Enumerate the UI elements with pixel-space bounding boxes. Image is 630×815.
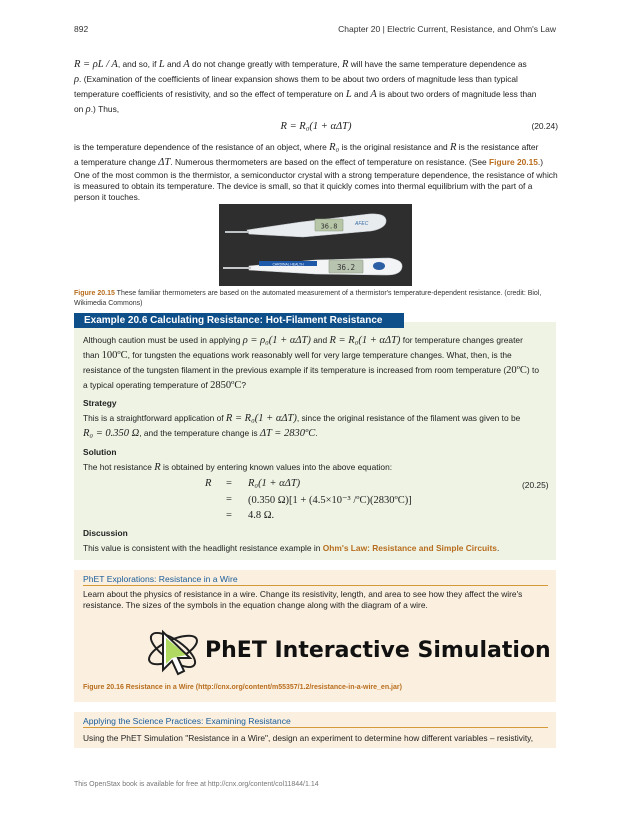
text-run: This is a straightforward application of bbox=[83, 413, 226, 423]
header-separator: | bbox=[380, 24, 388, 34]
solution-section bbox=[83, 445, 549, 475]
math-inline: R bbox=[341, 59, 349, 70]
caption-text: These familiar thermometers are based on the automated measurement of a thermistor's temperature-dependent resistance. (credit: Biol, Wikimedia Commons) bbox=[74, 290, 542, 307]
figure-20-16-caption: Figure 20.16 Resistance in a Wire (http://cnx.org/content/m55357/1.2/resistance-in-a-wire_en.jar) bbox=[83, 684, 402, 691]
math-inline: L bbox=[158, 59, 165, 70]
after-line-2 bbox=[74, 155, 558, 170]
after-rest: One of the most common is the thermistor, a semiconductor crystal with a strong temperature dependence, the resistance of which is measured to obtain its temperature. The device is small, so that it quickly comes into thermal equilibrium with the part of a person it touches. bbox=[74, 170, 558, 202]
math-inline: R bbox=[450, 142, 457, 153]
text-run: . bbox=[496, 543, 500, 553]
solution-heading: Solution bbox=[83, 447, 117, 457]
practices-text: Using the PhET Simulation "Resistance in a Wire", design an experiment to determine how different variables – resistivity, bbox=[83, 733, 534, 743]
math-inline: A bbox=[370, 89, 377, 100]
example-line-4 bbox=[83, 378, 549, 393]
discussion-line bbox=[83, 541, 549, 556]
text-run: , for tungsten the equations work reasonably well for very large temperature changes. What, then, is the bbox=[127, 350, 512, 360]
text-run: than bbox=[83, 350, 102, 360]
math-inline: 2850ºC bbox=[210, 380, 242, 391]
figure-label: Figure 20.15 bbox=[74, 290, 115, 297]
phet-divider bbox=[83, 585, 548, 586]
math-inline: R = R₀(1 + αΔT) bbox=[225, 413, 297, 424]
text-run: and bbox=[164, 59, 184, 69]
page-footer: This OpenStax book is available for free at http://cnx.org/content/col11844/1.14 bbox=[74, 781, 319, 788]
math-inline: ρ bbox=[85, 104, 91, 115]
intro-line-3 bbox=[74, 87, 558, 102]
math-inline: R bbox=[154, 462, 161, 473]
math-inline: ρ = ρ₀(1 + αΔT) bbox=[242, 335, 311, 346]
text-run: a typical operating temperature of bbox=[83, 380, 211, 390]
text-run: is obtained by entering known values into the above equation: bbox=[160, 462, 393, 472]
text-run: a temperature change bbox=[74, 157, 159, 167]
top-brand: AFEC bbox=[355, 221, 369, 227]
example-problem bbox=[83, 333, 549, 393]
phet-logo bbox=[143, 618, 551, 680]
equation-expression bbox=[74, 120, 558, 132]
math-inline: L bbox=[345, 89, 352, 100]
page-number: 892 bbox=[74, 24, 89, 34]
phet-description: Learn about the physics of resistance in a wire. Change its resistivity, length, and area to see how they affect the wire's resistance. The sizes of the symbols in the equation change along with the diagram of a wire. bbox=[83, 589, 523, 610]
after-line-1 bbox=[74, 140, 558, 155]
cursor-arrow-icon bbox=[145, 627, 201, 674]
example-title: Example 20.6 Calculating Resistance: Hot-Filament Resistance bbox=[74, 313, 404, 328]
align-lhs: R bbox=[205, 478, 212, 489]
math-inline: 100ºC bbox=[101, 350, 128, 361]
text-run: , and the temperature change is bbox=[139, 428, 260, 438]
running-header bbox=[338, 24, 556, 34]
ohms-law-link[interactable]: Ohm's Law: Resistance and Simple Circuits bbox=[322, 543, 497, 553]
text-run: ? bbox=[241, 380, 247, 390]
text-run: on bbox=[74, 104, 86, 114]
intro-line-4 bbox=[74, 102, 558, 117]
example-line-1 bbox=[83, 333, 549, 348]
text-run: is the original resistance and bbox=[339, 142, 451, 152]
math-inline: R = ρL / A bbox=[74, 59, 118, 70]
strategy-line-2 bbox=[83, 426, 549, 441]
chapter-title: Electric Current, Resistance, and Ohm's Law bbox=[387, 24, 556, 34]
intro-paragraph bbox=[74, 57, 558, 117]
math-inline: 20ºC bbox=[506, 365, 527, 376]
discussion-section bbox=[83, 526, 549, 556]
example-line-2 bbox=[83, 348, 549, 363]
text-run: . (Examination of the coefficients of linear expansion shows them to be about two orders of magnitude less than typical bbox=[79, 74, 518, 84]
text-run: is about two orders of magnitude less than bbox=[376, 89, 537, 99]
text-run: .) bbox=[537, 157, 544, 167]
math-inline: R = R₀(1 + αΔT) bbox=[329, 335, 401, 346]
text-run: is the temperature dependence of the resistance of an object, where bbox=[74, 142, 330, 152]
text-run: will have the same temperature dependence as bbox=[348, 59, 527, 69]
math-inline: R₀ = 0.350 Ω bbox=[83, 428, 140, 439]
align-rhs-1: R₀(1 + αΔT) bbox=[248, 478, 301, 489]
intro-line-1 bbox=[74, 57, 558, 72]
text-run: and bbox=[351, 89, 371, 99]
practices-title: Applying the Science Practices: Examining Resistance bbox=[83, 716, 291, 726]
strategy-section bbox=[83, 396, 549, 441]
equation-number: (20.25) bbox=[522, 480, 549, 490]
practices-divider bbox=[83, 727, 548, 728]
chapter-label: Chapter 20 bbox=[338, 24, 381, 34]
text-run: , and so, if bbox=[117, 59, 159, 69]
text-run: temperature coefficients of resistivity, and so the effect of temperature on bbox=[74, 89, 346, 99]
strategy-heading: Strategy bbox=[83, 398, 117, 408]
intro-line-2 bbox=[74, 72, 558, 87]
text-run: Although caution must be used in applying bbox=[83, 335, 243, 345]
align-equals-3: = bbox=[226, 510, 232, 521]
thermometers-illustration bbox=[219, 204, 412, 286]
phet-logo-button[interactable] bbox=[143, 618, 551, 680]
thermometers-photo bbox=[219, 204, 412, 286]
text-run: is the resistance after bbox=[456, 142, 539, 152]
text-run: ) to bbox=[526, 365, 540, 375]
align-rhs-2: (0.350 Ω)[1 + (4.5×10⁻³ /ºC)(2830ºC)] bbox=[248, 495, 412, 506]
align-rhs-3: 4.8 Ω. bbox=[248, 510, 275, 521]
text-run: and bbox=[310, 335, 330, 345]
text-run: This value is consistent with the headlight resistance example in bbox=[83, 543, 323, 553]
align-equals-2: = bbox=[226, 494, 232, 505]
equation-number: (20.24) bbox=[531, 121, 558, 131]
math-inline: R₀ bbox=[329, 142, 340, 153]
text-run: for temperature changes greater bbox=[400, 335, 523, 345]
bottom-brand: CARDINAL HEALTH bbox=[272, 262, 304, 267]
text-run: , since the original resistance of the filament was given to be bbox=[296, 413, 521, 423]
math-display: R = R₀(1 + αΔT) bbox=[280, 121, 352, 132]
math-inline: ΔT bbox=[158, 157, 171, 168]
discussion-heading: Discussion bbox=[83, 528, 128, 538]
figure-20-15-link[interactable]: Figure 20.15 bbox=[489, 157, 538, 167]
text-run: .) Thus, bbox=[90, 104, 120, 114]
bottom-display: 36.2 bbox=[336, 263, 356, 272]
solution-line bbox=[83, 460, 549, 475]
math-inline: ΔT = 2830ºC bbox=[259, 428, 316, 439]
text-run: . bbox=[315, 428, 318, 438]
figure-20-15-caption bbox=[74, 289, 558, 309]
align-equals-1: = bbox=[226, 478, 232, 489]
text-run: . Numerous thermometers are based on the effect of temperature on resistance. (See bbox=[170, 157, 490, 167]
top-display: 36.8 bbox=[320, 222, 338, 231]
phet-title: PhET Explorations: Resistance in a Wire bbox=[83, 574, 238, 584]
phet-logo-text: PhET Interactive Simulation bbox=[205, 638, 551, 663]
text-run: resistance of the tungsten filament in the previous example if its temperature is increased from room temperature ( bbox=[83, 365, 507, 375]
text-run: do not change greatly with temperature, bbox=[189, 59, 342, 69]
example-line-3 bbox=[83, 363, 549, 378]
math-inline: A bbox=[183, 59, 190, 70]
equation-20-24 bbox=[74, 120, 558, 136]
math-inline: ρ bbox=[74, 74, 80, 85]
text-run: The hot resistance bbox=[83, 462, 155, 472]
strategy-line-1 bbox=[83, 411, 549, 426]
after-equation-paragraph bbox=[74, 140, 558, 203]
